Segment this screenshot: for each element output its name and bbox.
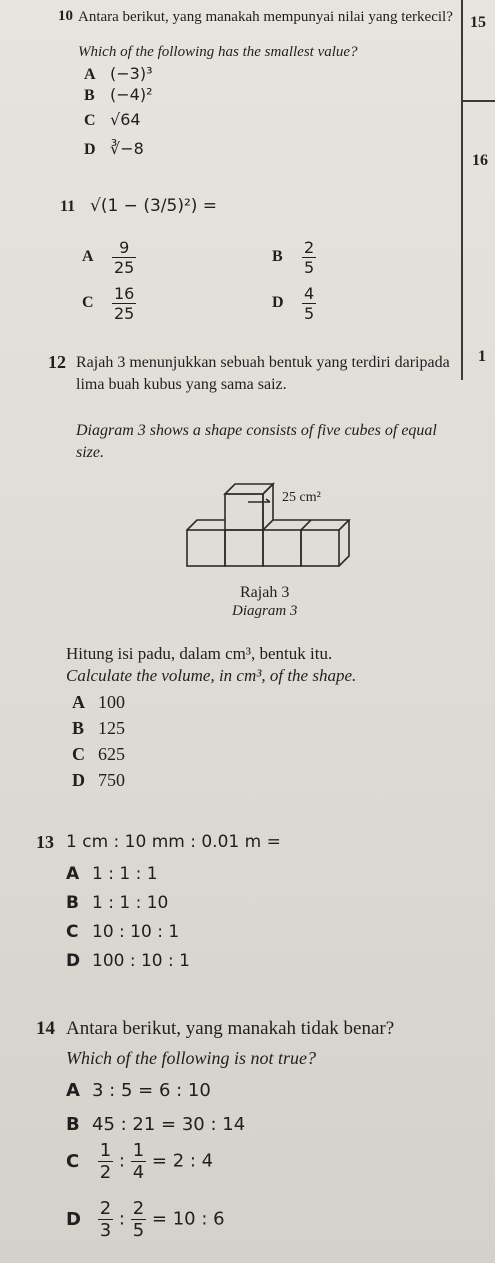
q12-malay: Rajah 3 menunjukkan sebuah bentuk yang terdiri daripada lima buah kubus yang sama saiz. — [76, 354, 450, 393]
q13-number: 13 — [36, 832, 54, 852]
q11-option-c[interactable]: C $\frac{16}{25}$ — [82, 284, 135, 323]
q14-option-c[interactable]: C $\frac{1}{2}$ : $\frac{1}{4}$ = 2 : 4 — [66, 1140, 214, 1183]
diagram-caption-malay: Rajah 3 — [240, 584, 290, 601]
q10-option-a[interactable]: A (−3)³ — [84, 64, 153, 83]
q10-option-c[interactable]: C √64 — [84, 110, 141, 129]
margin-number-15: 15 — [470, 14, 486, 31]
top-cube-front — [225, 494, 263, 530]
margin-number-1: 1 — [478, 348, 486, 365]
q10-malay: Antara berikut, yang manakah mempunyai nilai yang terkecil? — [78, 9, 453, 25]
q14-option-d[interactable]: D $\frac{2}{3}$ : $\frac{2}{5}$ = 10 : 6 — [66, 1198, 225, 1241]
diagram-area-label: 25 cm² — [282, 490, 321, 505]
q10-number: 10 — [58, 8, 73, 24]
q14-option-a[interactable]: A 3 : 5 = 6 : 10 — [66, 1080, 211, 1101]
q10-english: Which of the following has the smallest value? — [78, 44, 358, 60]
q11-number: 11 — [60, 198, 76, 215]
q13-option-d[interactable]: D 100 : 10 : 1 — [66, 951, 190, 971]
q11-expression: √(1 − (3/5)²) = — [90, 196, 218, 216]
q12-question-malay: Hitung isi padu, dalam cm³, bentuk itu. — [66, 644, 333, 663]
cube-1 — [187, 530, 225, 566]
top-cube-side — [263, 484, 273, 530]
margin-line — [461, 0, 463, 380]
q14-number: 14 — [36, 1018, 55, 1039]
q14-english: Which of the following is not true? — [66, 1048, 316, 1068]
q13-option-c[interactable]: C 10 : 10 : 1 — [66, 922, 180, 942]
cube-3 — [263, 530, 301, 566]
row-top-left — [187, 520, 225, 530]
q12-option-d[interactable]: D 750 — [72, 770, 125, 790]
margin-number-16: 16 — [472, 152, 488, 169]
q12-option-c[interactable]: C 625 — [72, 744, 125, 764]
margin-divider — [462, 100, 495, 102]
q12-question-english: Calculate the volume, in cm³, of the shape. — [66, 666, 357, 685]
row-top-right — [273, 520, 349, 530]
q12-option-b[interactable]: B 125 — [72, 718, 125, 738]
q14-malay: Antara berikut, yang manakah tidak benar? — [66, 1018, 395, 1039]
q10-option-b[interactable]: B (−4)² — [84, 85, 153, 104]
q11-option-d[interactable]: D $\frac{4}{5}$ — [272, 284, 315, 323]
q12-option-a[interactable]: A 100 — [72, 692, 125, 712]
cube-2 — [225, 530, 263, 566]
q12-number: 12 — [48, 352, 66, 372]
q11-option-a[interactable]: A $\frac{9}{25}$ — [82, 238, 135, 277]
five-cubes-diagram — [180, 476, 360, 576]
row-side — [339, 520, 349, 566]
q13-expression: 1 cm : 10 mm : 0.01 m = — [66, 832, 281, 852]
q12-english: Diagram 3 shows a shape consists of five cubes of equal size. — [76, 422, 437, 461]
q10-option-d[interactable]: D ∛−8 — [84, 139, 144, 158]
q14-option-b[interactable]: B 45 : 21 = 30 : 14 — [66, 1114, 246, 1135]
cube-4 — [301, 530, 339, 566]
diagram-caption-english: Diagram 3 — [232, 603, 298, 619]
q11-option-b[interactable]: B $\frac{2}{5}$ — [272, 238, 315, 277]
q13-option-b[interactable]: B 1 : 1 : 10 — [66, 893, 169, 913]
q13-option-a[interactable]: A 1 : 1 : 1 — [66, 864, 158, 884]
top-cube-top — [225, 484, 273, 494]
